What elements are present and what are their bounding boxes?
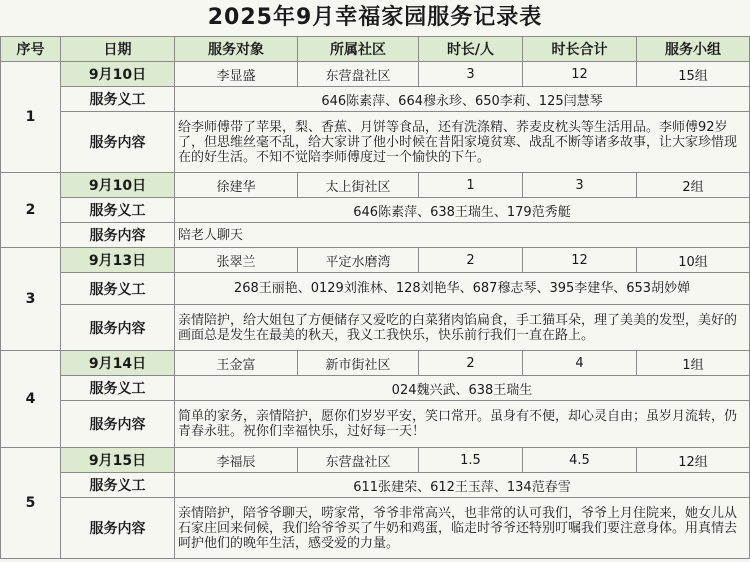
- record-seq: 3: [1, 248, 61, 351]
- record-4-content-row: [1, 401, 750, 448]
- header-seq: 序号: [1, 37, 61, 62]
- record-content: 亲情陪护，给大姐包了方便储存又爱吃的白菜猪肉馅扁食，手工猫耳朵，理了美美的发型，美好的画面总是发生在最美的秋天，我义工我快乐，快乐前行我们一直在路上。: [175, 305, 750, 351]
- record-volunteers: 611张建荣、612王玉萍、134范春雪: [175, 473, 750, 498]
- record-person: 徐建华: [175, 173, 298, 198]
- header-person: 服务对象: [175, 37, 298, 62]
- record-content: 陪老人聊天: [175, 223, 750, 248]
- record-person: 张翠兰: [175, 248, 298, 273]
- record-hours-per: 3: [419, 62, 523, 87]
- header-date: 日期: [61, 37, 175, 62]
- record-community: 东营盘社区: [298, 448, 419, 473]
- record-content: 给李师傅带了苹果，梨、香蕉、月饼等食品，还有洗涤精、荞麦皮枕头等生活用品。李师傅92岁了，但思维丝毫不乱，给大家讲了他小时候在昔阳家境贫寒、战乱不断等诸多故事，让大家珍惜现在的好生活。不知不觉陪李师傅度过一个愉快的下午。: [175, 112, 750, 173]
- record-seq: 2: [1, 173, 61, 248]
- record-person: 王金富: [175, 351, 298, 376]
- record-community: 东营盘社区: [298, 62, 419, 87]
- record-seq: 5: [1, 448, 61, 559]
- record-community: 平定水磨湾: [298, 248, 419, 273]
- record-seq: 4: [1, 351, 61, 448]
- record-2-content-row: [1, 223, 750, 248]
- record-hours-total: 4: [523, 351, 637, 376]
- record-hours-per: 2: [419, 248, 523, 273]
- record-volunteers: 024魏兴武、638王瑞生: [175, 376, 750, 401]
- record-hours-per: 1.5: [419, 448, 523, 473]
- record-content: 简单的家务，亲情陪护，愿你们岁岁平安，笑口常开。虽身有不便，却心灵自由；虽岁月流转，仍青春永驻。祝你们幸福快乐，过好每一天！: [175, 401, 750, 448]
- record-date: 9月14日: [61, 351, 175, 376]
- record-date: 9月10日: [61, 62, 175, 87]
- record-hours-total: 3: [523, 173, 637, 198]
- record-hours-total: 12: [523, 62, 637, 87]
- record-group: 15组: [637, 62, 750, 87]
- record-date: 9月15日: [61, 448, 175, 473]
- content-label: 服务内容: [61, 112, 175, 173]
- record-hours-per: 2: [419, 351, 523, 376]
- header-community: 所属社区: [298, 37, 419, 62]
- record-4-info-row: [1, 351, 750, 376]
- record-2-info-row: [1, 173, 750, 198]
- service-record-table: [0, 36, 750, 559]
- record-1-content-row: [1, 112, 750, 173]
- record-hours-per: 1: [419, 173, 523, 198]
- record-1-info-row: [1, 62, 750, 87]
- record-group: 10组: [637, 248, 750, 273]
- content-label: 服务内容: [61, 223, 175, 248]
- record-2-volunteer-row: [1, 198, 750, 223]
- record-volunteers: 646陈素萍、638王瑞生、179范秀艇: [175, 198, 750, 223]
- record-seq: 1: [1, 62, 61, 173]
- record-person: 李显盛: [175, 62, 298, 87]
- record-3-info-row: [1, 248, 750, 273]
- header-group: 服务小组: [637, 37, 750, 62]
- record-content: 亲情陪护，陪爷爷聊天，唠家常，爷爷非常高兴，也非常的认可我们，爷爷上月住院来，她女儿从石家庄回来伺候，我们给爷爷买了牛奶和鸡蛋，临走时爷爷还特别叮嘱我们要注意身体。用真情去呵护他们的晚年生活，感受爱的力量。: [175, 498, 750, 559]
- volunteer-label: 服务义工: [61, 87, 175, 112]
- record-volunteers: 268王丽艳、0129刘淮林、128刘艳华、687穆志琴、395李建华、653胡妙婵: [175, 273, 750, 305]
- record-1-volunteer-row: [1, 87, 750, 112]
- record-person: 李福辰: [175, 448, 298, 473]
- record-group: 2组: [637, 173, 750, 198]
- record-5-volunteer-row: [1, 473, 750, 498]
- record-4-volunteer-row: [1, 376, 750, 401]
- record-group: 12组: [637, 448, 750, 473]
- content-label: 服务内容: [61, 401, 175, 448]
- record-community: 新市街社区: [298, 351, 419, 376]
- record-3-content-row: [1, 305, 750, 351]
- content-label: 服务内容: [61, 498, 175, 559]
- header-hours-per: 时长/人: [419, 37, 523, 62]
- record-community: 太上街社区: [298, 173, 419, 198]
- volunteer-label: 服务义工: [61, 273, 175, 305]
- record-group: 1组: [637, 351, 750, 376]
- record-5-content-row: [1, 498, 750, 559]
- record-hours-total: 4.5: [523, 448, 637, 473]
- content-label: 服务内容: [61, 305, 175, 351]
- header-row: [1, 37, 750, 62]
- record-date: 9月10日: [61, 173, 175, 198]
- volunteer-label: 服务义工: [61, 198, 175, 223]
- record-hours-total: 12: [523, 248, 637, 273]
- header-hours-total: 时长合计: [523, 37, 637, 62]
- record-5-info-row: [1, 448, 750, 473]
- volunteer-label: 服务义工: [61, 376, 175, 401]
- record-volunteers: 646陈素萍、664穆永珍、650李莉、125闫慧琴: [175, 87, 750, 112]
- record-date: 9月13日: [61, 248, 175, 273]
- sheet-title: 2025年9月幸福家园服务记录表: [0, 0, 750, 36]
- volunteer-label: 服务义工: [61, 473, 175, 498]
- record-3-volunteer-row: [1, 273, 750, 305]
